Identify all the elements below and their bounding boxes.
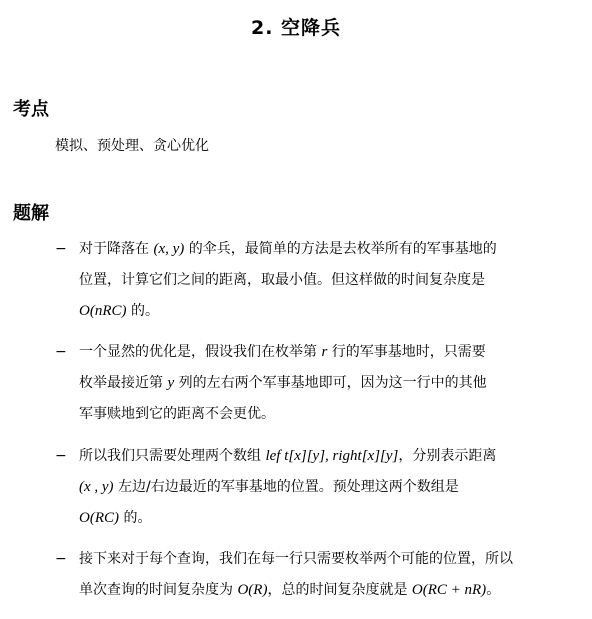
item-text: 。 — [486, 582, 501, 598]
item-text: 列的左右两个军事基地即可，因为这一行中的其他 — [174, 375, 487, 391]
item-line — [79, 549, 513, 569]
item-line — [79, 373, 487, 393]
math-expression: (x , y) — [79, 479, 114, 495]
item-text: 所以我们只需要处理两个数组 — [79, 448, 266, 464]
bullet-dash: − — [55, 551, 67, 567]
kaodian-content: 模拟、预处理、贪心优化 — [55, 138, 209, 154]
item-line — [79, 301, 159, 321]
item-line — [79, 404, 275, 424]
section-heading-tijie: 题解 — [13, 203, 49, 224]
item-line — [79, 239, 497, 259]
math-expression: O(RC + nR) — [411, 582, 487, 598]
bullet-dash: − — [55, 344, 67, 360]
item-line — [79, 477, 459, 497]
item-line — [79, 270, 485, 290]
item-line — [79, 446, 496, 466]
item-text: 单次查询的时间复杂度为 — [79, 582, 238, 598]
item-text: 左边/右边最近的军事基地的位置。预处理这两个数组是 — [113, 479, 459, 495]
item-text: ，分别表示距离 — [398, 448, 497, 464]
math-expression: O(R) — [237, 582, 268, 598]
item-text: 接下来对于每个查询，我们在每一行只需要枚举两个可能的位置，所以 — [79, 551, 513, 567]
math-expression: y — [167, 375, 175, 391]
item-text: 军事赎地到它的距离不会更优。 — [79, 406, 275, 422]
item-text: 位置，计算它们之间的距离，取最小值。但这样做的时间复杂度是 — [79, 272, 485, 288]
item-line — [79, 580, 500, 600]
item-line — [79, 508, 151, 528]
math-expression: O(nRC) — [79, 303, 127, 319]
math-expression: O(RC) — [79, 510, 119, 526]
item-text: 枚举最接近第 — [79, 375, 168, 391]
item-text: 一个显然的优化是，假设我们在枚举第 — [79, 344, 322, 360]
problem-title: 2. 空降兵 — [250, 17, 342, 39]
item-text: 对于降落在 — [79, 241, 154, 257]
math-expression: r — [321, 344, 328, 360]
item-text: 的。 — [126, 303, 159, 319]
item-line — [79, 342, 486, 362]
math-expression: lef t[x][y], right[x][y] — [265, 448, 399, 464]
bullet-dash: − — [55, 241, 67, 257]
item-text: 的伞兵，最简单的方法是去枚举所有的军事基地的 — [184, 241, 497, 257]
item-text: 行的军事基地时，只需要 — [327, 344, 486, 360]
bullet-dash: − — [55, 448, 67, 464]
item-text: ，总的时间复杂度就是 — [267, 582, 412, 598]
math-expression: (x, y) — [153, 241, 185, 257]
section-heading-kaodian: 考点 — [13, 99, 49, 120]
item-text: 的。 — [119, 510, 152, 526]
